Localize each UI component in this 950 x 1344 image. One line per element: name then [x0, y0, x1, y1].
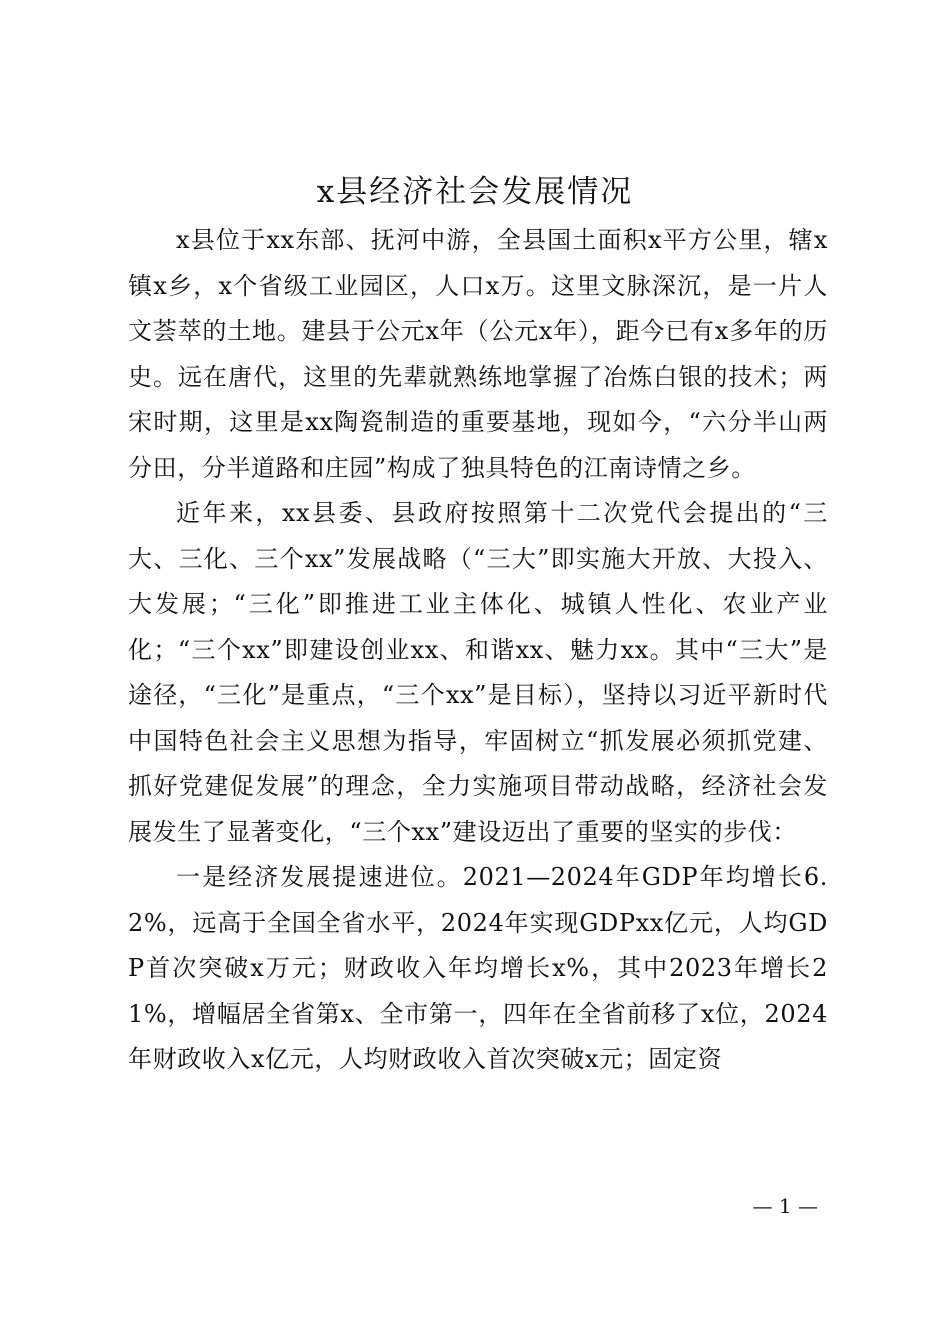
page-number: — 1 —	[752, 1194, 818, 1218]
document-body	[128, 218, 828, 1083]
paragraph-economic-growth: 一是经济发展提速进位。2021—2024年GDP年均增长6.2%，远高于全国全省水平，2024年实现GDPxx亿元，人均GDP首次突破x万元；财政收入年均增长x%，其中2023年增长21%，增幅居全省第x、全市第一，四年在全省前移了x位，2024年财政收入x亿元，人均财政收入首次突破x元；固定资	[128, 863, 828, 1073]
document-title: x县经济社会发展情况	[316, 174, 634, 210]
paragraph-development-strategy: 近年来，xx县委、县政府按照第十二次党代会提出的“三大、三化、三个xx”发展战略（“三大”即实施大开放、大投入、大发展；“三化”即推进工业主体化、城镇人性化、农业产业化；“三个xx”即建设创业xx、和谐xx、魅力xx。其中“三大”是途径，“三化”是重点，“三个xx”是目标），坚持以习近平新时代中国特色社会主义思想为指导，牢固树立“抓发展必须抓党建、抓好党建促发展”的理念，全力实施项目带动战略，经济社会发展发生了显著变化，“三个xx”建设迈出了重要的坚实的步伐：	[128, 499, 828, 846]
paragraph-county-overview: x县位于xx东部、抚河中游，全县国土面积x平方公里，辖x镇x乡，x个省级工业园区，人口x万。这里文脉深沉，是一片人文荟萃的土地。建县于公元x年（公元x年），距今已有x多年的历史。远在唐代，这里的先辈就熟练地掌握了冶炼白银的技术；两宋时期，这里是xx陶瓷制造的重要基地，现如今，“六分半山两分田，分半道路和庄园”构成了独具特色的江南诗情之乡。	[128, 226, 828, 482]
